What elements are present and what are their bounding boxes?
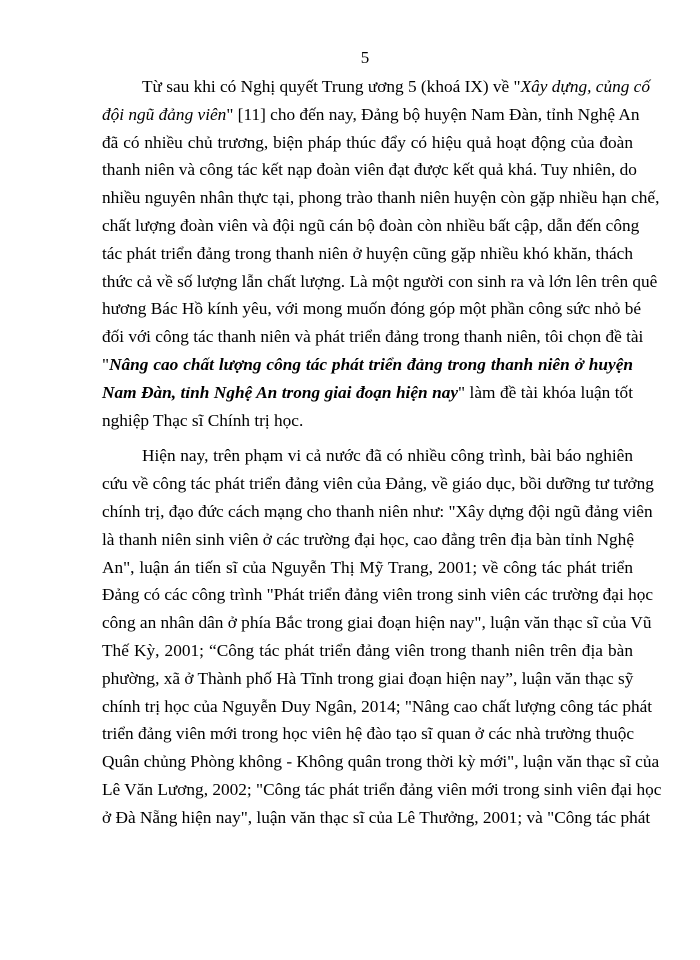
text-run: ở Đà Nẵng hiện nay", luận văn thạc sĩ của Lê Thưởng, 2001; và "Công tác phát [102, 807, 651, 827]
text-line [102, 804, 651, 832]
text-line [102, 581, 654, 609]
text-line [102, 470, 654, 498]
text-line [102, 665, 633, 693]
paragraph [102, 73, 660, 434]
text-run: triển đảng viên mới trong học viên hệ đào tạo sĩ quan ở các nhà trường thuộc [102, 724, 635, 744]
text-line [102, 776, 662, 804]
text-line [102, 442, 633, 470]
text-run: chất lượng đoàn viên và đội ngũ cán bộ đoàn còn nhiều bất cập, dẫn đến công [102, 215, 640, 235]
text-line [102, 268, 658, 296]
text-line [102, 407, 633, 435]
text-run: là thanh niên sinh viên ở các trường đại học, cao đẳng trên địa bàn tỉnh Nghệ [102, 529, 634, 549]
text-line [102, 554, 633, 582]
text-run: Lê Văn Lương, 2002; "Công tác phát triển đảng viên mới trong sinh viên đại học [102, 779, 662, 799]
text-line [102, 240, 633, 268]
text-line [102, 351, 633, 379]
emphasized-text: Xây dựng, củng cố [520, 77, 650, 96]
text-line [102, 720, 633, 748]
text-line [102, 498, 653, 526]
text-run: đã có nhiều chủ trương, biện pháp thúc đẩy có hiệu quả hoạt động của đoàn [102, 132, 633, 152]
text-line [102, 156, 637, 184]
text-run: đối với công tác thanh niên và phát triển đảng trong thanh niên, tôi chọn đề tài [102, 327, 644, 347]
text-run: cứu về công tác phát triển đảng viên của Đảng, về giáo dục, bồi dưỡng tư tưởng [102, 474, 654, 494]
text-line [102, 693, 653, 721]
text-line [102, 73, 650, 101]
text-line [102, 129, 633, 157]
text-run: Quân chủng Phòng không - Không quân trong thời kỳ mới", luận văn thạc sĩ của [102, 752, 660, 772]
text-run: Từ sau khi có Nghị quyết Trung ương 5 (khoá IX) về " [142, 77, 521, 96]
text-line [102, 609, 652, 637]
text-run: Hiện nay, trên phạm vi cả nước đã có nhiều công trình, bài báo nghiên [142, 446, 633, 466]
text-line [102, 637, 633, 665]
paragraph [102, 442, 662, 831]
text-line [102, 748, 660, 776]
text-line [102, 379, 633, 407]
text-run: thức cả về số lượng lẫn chất lượng. Là một người con sinh ra và lớn lên trên quê [102, 271, 658, 291]
text-line [102, 212, 640, 240]
text-run: nghiệp Thạc sĩ Chính trị học. [102, 410, 304, 430]
text-run: Thế Kỳ, 2001; “Công tác phát triển đảng viên trong thanh niên trên địa bàn [102, 640, 633, 660]
text-run: tác phát triển đảng trong thanh niên ở huyện cũng gặp nhiều khó khăn, thách [102, 243, 633, 263]
emphasized-text: đội ngũ đảng viên [102, 104, 227, 124]
document-body [102, 73, 662, 832]
text-run: công an nhân dân ở phía Bắc trong giai đoạn hiện nay", luận văn thạc sĩ của Vũ [102, 613, 652, 633]
text-run: Đảng có các công trình "Phát triển đảng viên trong sinh viên các trường đại học [102, 585, 654, 605]
text-run: thanh niên và công tác kết nạp đoàn viên đạt được kết quả khá. Tuy nhiên, do [102, 160, 637, 180]
text-line [102, 323, 644, 351]
text-line [102, 101, 640, 129]
text-line [102, 184, 660, 212]
text-run: " [11] cho đến nay, Đảng bộ huyện Nam Đàn, tỉnh Nghệ An [226, 104, 640, 124]
text-run: chính trị, đạo đức cách mạng cho thanh niên như: "Xây dựng đội ngũ đảng viên [102, 501, 653, 521]
text-line [102, 526, 633, 554]
text-run: " làm đề tài khóa luận tốt [458, 382, 633, 402]
text-run: nhiều nguyên nhân thực tại, phong trào thanh niên huyện còn gặp nhiều hạn chế, [102, 188, 660, 208]
text-line [102, 295, 642, 323]
text-run: hương Bác Hồ kính yêu, với mong muốn đóng góp một phần công sức nhỏ bé [102, 299, 642, 319]
text-run: phường, xã ở Thành phố Hà Tĩnh trong giai đoạn hiện nay”, luận văn thạc sỹ [102, 668, 634, 688]
text-run: chính trị học của Nguyễn Duy Ngân, 2014; "Nâng cao chất lượng công tác phát [102, 696, 653, 716]
emphasized-text: Nâng cao chất lượng công tác phát triển đảng trong thanh niên ở huyện [109, 354, 633, 374]
text-run: " [102, 354, 110, 374]
page-number: 5 [360, 48, 370, 67]
emphasized-text: Nam Đàn, tỉnh Nghệ An trong giai đoạn hiện nay [102, 382, 459, 402]
text-run: An", luận án tiến sĩ của Nguyễn Thị Mỹ Trang, 2001; về công tác phát triển [102, 557, 633, 577]
